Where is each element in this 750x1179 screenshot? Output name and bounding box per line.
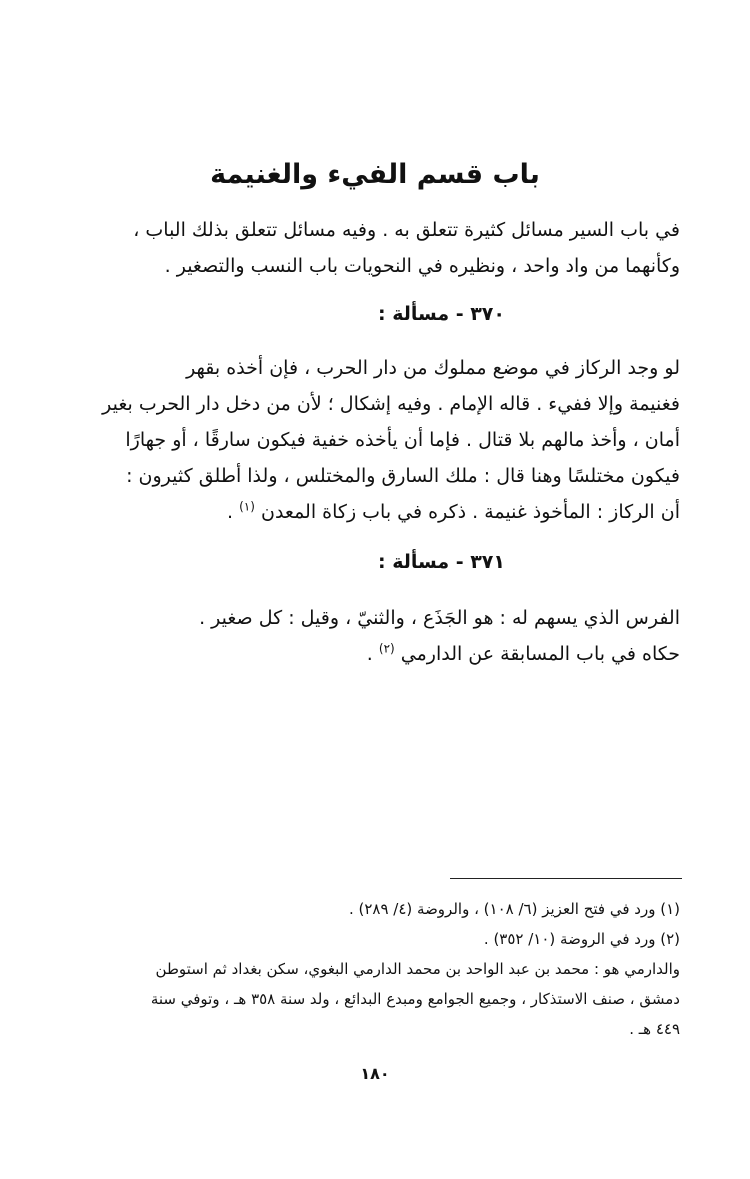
issue-370-paragraph (68, 350, 680, 530)
chapter-title: باب قسم الفيء والغنيمة (210, 159, 540, 190)
issue-370-heading: ٣٧٠ - مسألة : (377, 303, 505, 325)
text-line: في باب السير مسائل كثيرة تتعلق به . وفيه مسائل تتعلق بذلك الباب ، (133, 219, 680, 241)
footnote-ref-1[interactable]: (١) (239, 499, 255, 514)
issue-371-heading: ٣٧١ - مسألة : (377, 551, 505, 573)
footnote-ref-2[interactable]: (٢) (378, 641, 395, 656)
text-line: أمان ، وأخذ مالهم بلا قتال . فإما أن يأخذه خفية فيكون سارقًا ، أو جهارًا (125, 429, 680, 451)
text-line (68, 494, 680, 530)
footnote-text: والدارمي هو : محمد بن عبد الواحد بن محمد الدارمي البغوي، سكن بغداد ثم استوطن (155, 960, 680, 978)
line-text: أن الركاز : المأخوذ غنيمة . ذكره في باب زكاة المعدن (260, 501, 680, 523)
footnotes (68, 894, 680, 1044)
footnote-text: ٤٤٩ هـ . (629, 1020, 680, 1038)
text-line: الفرس الذي يسهم له : هو الجَذَع ، والثنيّ ، وقيل : كل صغير . (199, 607, 680, 629)
issue-371-paragraph (68, 600, 680, 672)
intro-paragraph (68, 212, 680, 284)
text-line: لو وجد الركاز في موضع مملوك من دار الحرب ، فإن أخذه بقهر (186, 357, 680, 379)
text-line: وكأنهما من واد واحد ، ونظيره في النحويات باب النسب والتصغير . (164, 255, 680, 277)
footnote-text: دمشق ، صنف الاستذكار ، وجميع الجوامع ومبدع البدائع ، ولد سنة ٣٥٨ هـ ، وتوفي سنة (150, 990, 680, 1008)
footnote-1: (١) ورد في فتح العزيز (٦/ ١٠٨) ، والروضة (٤/ ٢٨٩) . (348, 900, 680, 918)
footnote-separator (450, 878, 682, 879)
text-line (68, 636, 680, 672)
footnote-2: (٢) ورد في الروضة (١٠/ ٣٥٢) . (483, 930, 680, 948)
line-text: حكاه في باب المسابقة عن الدارمي (400, 643, 680, 665)
end-mark: . (227, 501, 234, 523)
text-line: فغنيمة وإلا ففيء . قاله الإمام . وفيه إشكال ؛ لأن من دخل دار الحرب بغير (102, 393, 680, 415)
text-line: فيكون مختلسًا وهنا قال : ملك السارق والمختلس ، ولذا أطلق كثيرون : (126, 465, 680, 487)
page-number: ١٨٠ (360, 1064, 390, 1083)
end-mark: . (366, 643, 373, 665)
